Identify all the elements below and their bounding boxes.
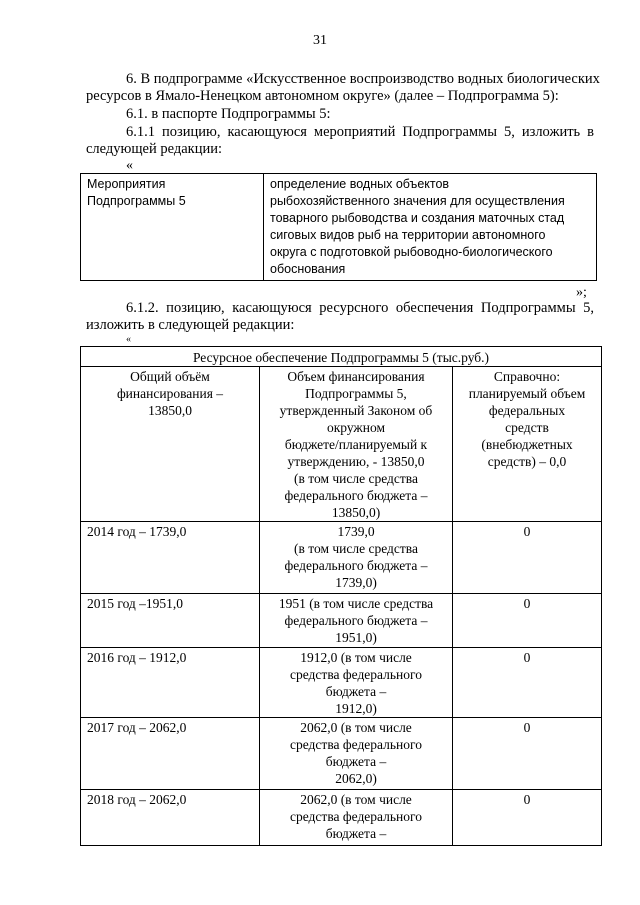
row-reference: 0 — [453, 648, 602, 718]
row-reference: 0 — [453, 522, 602, 594]
table-row — [81, 522, 602, 594]
row-year: 2017 год – 2062,0 — [81, 718, 260, 790]
opening-quote-1: « — [126, 158, 133, 173]
header-reference: Справочно: планируемый объем федеральных средств (внебюджетных средств) – 0,0 — [453, 367, 602, 522]
row-amount: 1739,0 (в том числе средства федерального бюджета – 1739,0) — [260, 522, 453, 594]
table-row — [81, 790, 602, 846]
row-year: 2016 год – 1912,0 — [81, 648, 260, 718]
paragraph-6-1-1-line-2: следующей редакции: — [86, 141, 223, 157]
paragraph-6-1-2-line-1: 6.1.2. позицию, касающуюся ресурсного обеспечения Подпрограммы 5, — [126, 300, 594, 316]
paragraph-6-1-2-line-2: изложить в следующей редакции: — [86, 317, 295, 333]
paragraph-6-1-1-line-1: 6.1.1 позицию, касающуюся мероприятий Подпрограммы 5, изложить в — [126, 124, 594, 140]
row-reference: 0 — [453, 594, 602, 648]
resource-table-title: Ресурсное обеспечение Подпрограммы 5 (тыс.руб.) — [81, 347, 602, 367]
row-amount: 1912,0 (в том числе средства федерального бюджета – 1912,0) — [260, 648, 453, 718]
row-reference: 0 — [453, 718, 602, 790]
resource-table — [80, 346, 602, 846]
row-reference: 0 — [453, 790, 602, 846]
table-row — [81, 594, 602, 648]
paragraph-6-line-2: ресурсов в Ямало-Ненецком автономном округе» (далее – Подпрограмма 5): — [86, 88, 559, 104]
measures-label: Мероприятия Подпрограммы 5 — [81, 174, 264, 281]
row-year: 2014 год – 1739,0 — [81, 522, 260, 594]
measures-content: определение водных объектов рыбохозяйственного значения для осуществления товарного рыбоводства и создания маточных стад сиговых видов рыб на территории автономного округа с подготовкой рыбоводно-биологического обоснования — [264, 174, 597, 281]
row-amount: 2062,0 (в том числе средства федерального бюджета – — [260, 790, 453, 846]
row-amount: 2062,0 (в том числе средства федерального бюджета – 2062,0) — [260, 718, 453, 790]
row-year: 2018 год – 2062,0 — [81, 790, 260, 846]
measures-table — [80, 173, 597, 281]
header-total: Общий объём финансирования – 13850,0 — [81, 367, 260, 522]
row-year: 2015 год –1951,0 — [81, 594, 260, 648]
row-amount: 1951 (в том числе средства федерального бюджета – 1951,0) — [260, 594, 453, 648]
paragraph-6-1: 6.1. в паспорте Подпрограммы 5: — [126, 106, 331, 122]
table-row — [81, 718, 602, 790]
header-funding: Объем финансирования Подпрограммы 5, утвержденный Законом об окружном бюджете/планируемый к утверждению, - 13850,0 (в том числе средства федерального бюджета – 13850,0) — [260, 367, 453, 522]
opening-quote-2: « — [126, 334, 131, 345]
page-number: 31 — [313, 33, 327, 48]
table-row — [81, 648, 602, 718]
closing-quote-1: »; — [576, 285, 587, 300]
paragraph-6-line-1: 6. В подпрограмме «Искусственное воспроизводство водных биологических — [126, 71, 600, 87]
